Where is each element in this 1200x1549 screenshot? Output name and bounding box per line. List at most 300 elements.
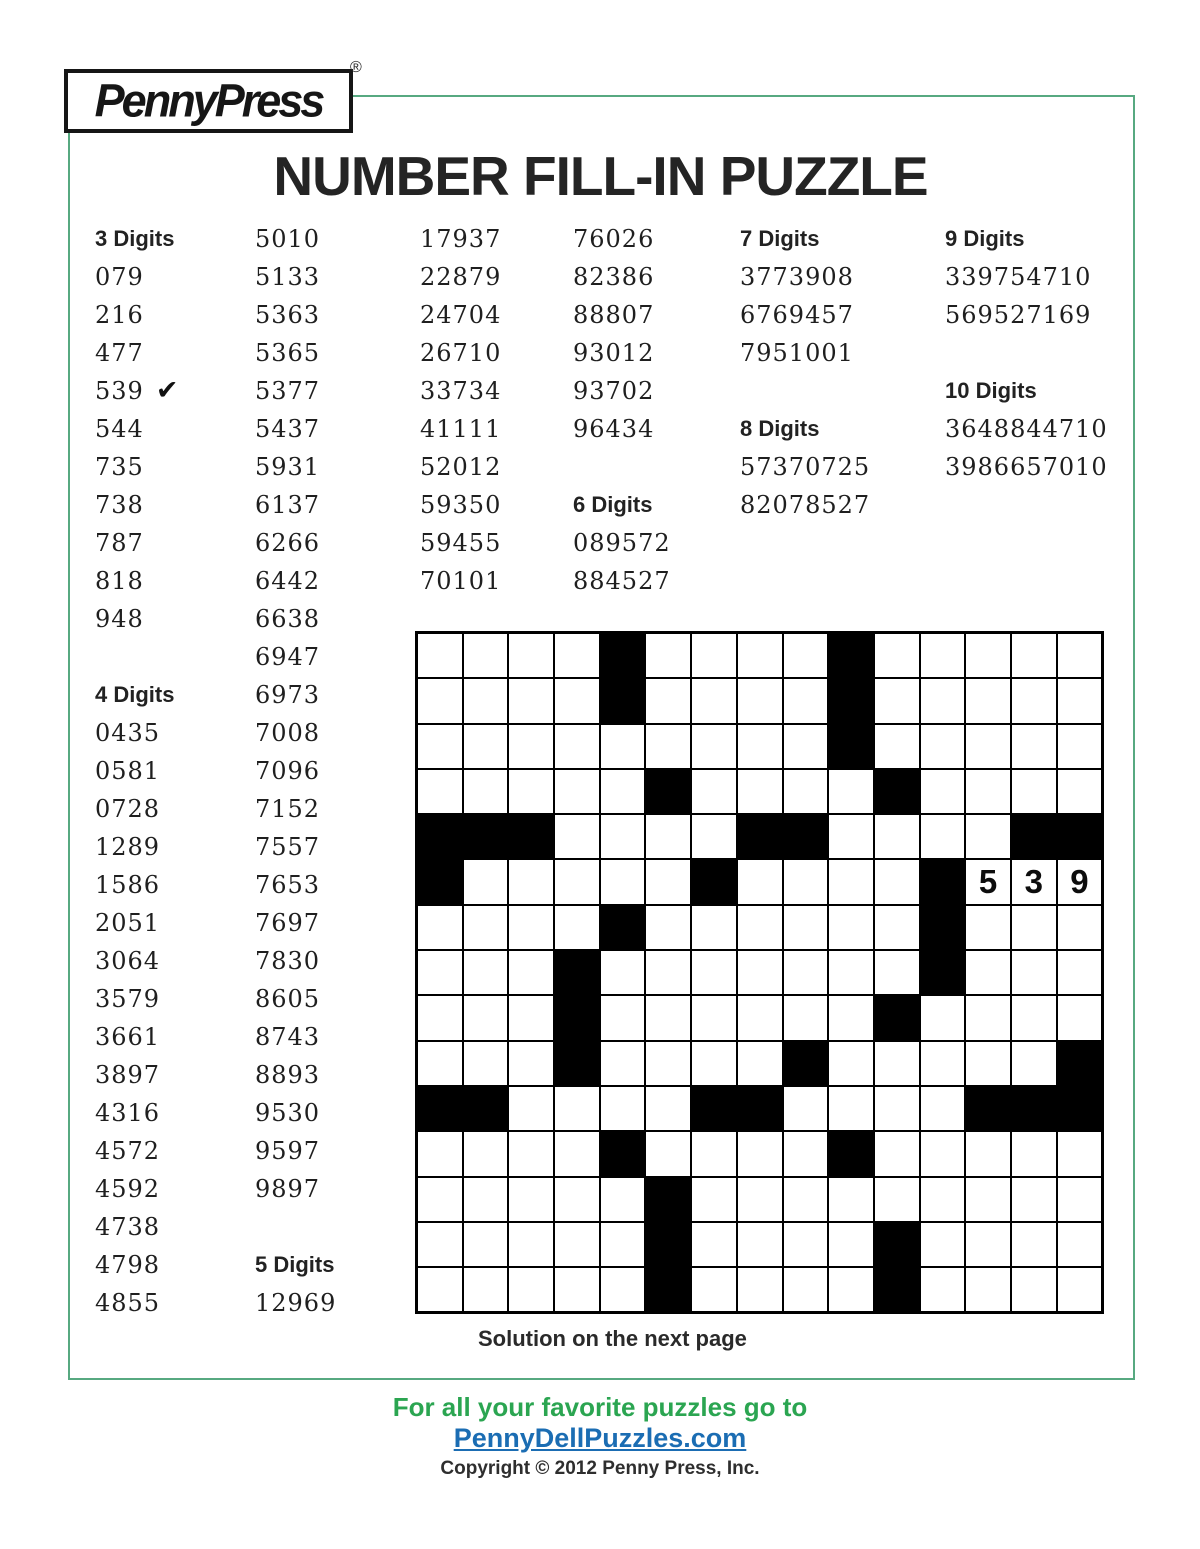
grid-cell: 3 bbox=[1011, 859, 1057, 904]
number-list-entry: 787 bbox=[95, 529, 144, 557]
grid-cell bbox=[920, 678, 966, 723]
grid-cell bbox=[1011, 995, 1057, 1040]
list-spacer bbox=[95, 638, 265, 676]
footer-copyright: Copyright © 2012 Penny Press, Inc. bbox=[440, 1458, 760, 1479]
grid-cell bbox=[417, 678, 463, 723]
grid-cell bbox=[1057, 814, 1103, 859]
number-list-entry: 4738 bbox=[95, 1213, 161, 1241]
number-list-entry: 33734 bbox=[420, 377, 502, 405]
grid-cell bbox=[828, 633, 874, 678]
number-list-entry: 9530 bbox=[255, 1099, 321, 1127]
footer-tagline: For all your favorite puzzles go to bbox=[392, 1392, 808, 1422]
grid-cell bbox=[600, 724, 646, 769]
footer-link-row bbox=[0, 1423, 1200, 1454]
grid-cell bbox=[508, 814, 554, 859]
grid-cell bbox=[965, 950, 1011, 995]
number-list-entry: 5365 bbox=[255, 339, 321, 367]
grid-cell bbox=[828, 995, 874, 1040]
number-list-entry: 3661 bbox=[95, 1023, 161, 1051]
grid-cell bbox=[783, 1041, 829, 1086]
digit-group-heading: 6 Digits bbox=[573, 492, 653, 517]
grid-cell bbox=[645, 995, 691, 1040]
grid-cell bbox=[874, 995, 920, 1040]
grid-cell bbox=[600, 814, 646, 859]
grid-cell bbox=[965, 814, 1011, 859]
grid-cell bbox=[737, 859, 783, 904]
grid-cell bbox=[508, 724, 554, 769]
digit-group-heading: 9 Digits bbox=[945, 226, 1025, 251]
grid-cell bbox=[554, 1177, 600, 1222]
grid-cell bbox=[737, 995, 783, 1040]
number-list-entry: 59350 bbox=[420, 491, 502, 519]
number-list-entry: 8893 bbox=[255, 1061, 321, 1089]
grid-cell bbox=[417, 769, 463, 814]
grid-cell bbox=[508, 859, 554, 904]
number-list-entry: 7096 bbox=[255, 757, 321, 785]
penny-press-logo-text: PennyPress bbox=[94, 73, 323, 127]
number-list-entry: 4572 bbox=[95, 1137, 161, 1165]
grid-cell bbox=[554, 905, 600, 950]
grid-cell: 9 bbox=[1057, 859, 1103, 904]
grid-cell bbox=[783, 1177, 829, 1222]
number-list-entry: 7008 bbox=[255, 719, 321, 747]
grid-cell bbox=[1057, 995, 1103, 1040]
grid-cell bbox=[463, 1222, 509, 1267]
grid-cell bbox=[554, 1086, 600, 1131]
grid-cell bbox=[600, 1177, 646, 1222]
grid-cell bbox=[920, 905, 966, 950]
number-list-entry: 3579 bbox=[95, 985, 161, 1013]
number-list-column-5 bbox=[740, 220, 910, 524]
number-list-entry: 0581 bbox=[95, 757, 161, 785]
digit-group-heading: 8 Digits bbox=[740, 416, 820, 441]
number-list-entry: 93012 bbox=[573, 339, 655, 367]
number-list-entry: 5931 bbox=[255, 453, 321, 481]
grid-cell bbox=[691, 1086, 737, 1131]
grid-cell bbox=[874, 1267, 920, 1312]
grid-cell bbox=[920, 1177, 966, 1222]
grid-cell bbox=[463, 633, 509, 678]
number-list-entry: 477 bbox=[95, 339, 144, 367]
grid-cell bbox=[600, 859, 646, 904]
grid-cell bbox=[508, 633, 554, 678]
grid-cell bbox=[645, 678, 691, 723]
number-list-entry: 818 bbox=[95, 567, 144, 595]
grid-cell bbox=[737, 1131, 783, 1176]
number-list-entry: 9897 bbox=[255, 1175, 321, 1203]
grid-cell bbox=[828, 950, 874, 995]
grid-cell bbox=[554, 678, 600, 723]
number-list-entry: 735 bbox=[95, 453, 144, 481]
list-spacer bbox=[740, 372, 910, 410]
grid-cell bbox=[691, 995, 737, 1040]
grid-cell bbox=[645, 859, 691, 904]
grid-cell bbox=[1057, 1131, 1103, 1176]
number-list-entry: 93702 bbox=[573, 377, 655, 405]
grid-cell bbox=[463, 724, 509, 769]
number-list-entry: 4855 bbox=[95, 1289, 161, 1317]
grid-cell bbox=[1057, 905, 1103, 950]
number-list-entry: 3773908 bbox=[740, 263, 854, 291]
grid-cell bbox=[920, 1222, 966, 1267]
grid-cell bbox=[417, 1086, 463, 1131]
grid-cell bbox=[554, 1131, 600, 1176]
grid-cell bbox=[737, 1177, 783, 1222]
grid-cell bbox=[828, 814, 874, 859]
grid-cell bbox=[417, 1267, 463, 1312]
grid-cell bbox=[508, 995, 554, 1040]
fill-in-puzzle-grid bbox=[415, 631, 1104, 1314]
grid-cell bbox=[828, 1086, 874, 1131]
grid-cell bbox=[783, 1267, 829, 1312]
grid-cell bbox=[828, 1177, 874, 1222]
grid-cell bbox=[463, 769, 509, 814]
grid-cell bbox=[554, 633, 600, 678]
number-list-entry: 7653 bbox=[255, 871, 321, 899]
penny-dell-puzzles-link[interactable]: PennyDellPuzzles.com bbox=[453, 1423, 747, 1453]
grid-cell bbox=[417, 1222, 463, 1267]
grid-cell bbox=[783, 859, 829, 904]
number-list-entry: 4316 bbox=[95, 1099, 161, 1127]
grid-cell bbox=[1057, 1086, 1103, 1131]
grid-cell bbox=[463, 995, 509, 1040]
grid-cell bbox=[783, 905, 829, 950]
grid-cell bbox=[965, 905, 1011, 950]
grid-cell bbox=[965, 769, 1011, 814]
number-list-entry: 6442 bbox=[255, 567, 321, 595]
grid-cell bbox=[874, 859, 920, 904]
grid-cell bbox=[691, 633, 737, 678]
solution-note: Solution on the next page bbox=[478, 1326, 747, 1351]
grid-cell bbox=[1057, 769, 1103, 814]
registered-trademark-icon: ® bbox=[350, 59, 362, 76]
grid-cell bbox=[874, 1086, 920, 1131]
grid-cell bbox=[463, 859, 509, 904]
number-list-entry: 8605 bbox=[255, 985, 321, 1013]
grid-cell bbox=[783, 995, 829, 1040]
number-list-entry: 569527169 bbox=[945, 301, 1092, 329]
digit-group-heading: 10 Digits bbox=[945, 378, 1037, 403]
number-list-entry: 5133 bbox=[255, 263, 321, 291]
number-list-entry: 57370725 bbox=[740, 453, 871, 481]
grid-cell bbox=[554, 1267, 600, 1312]
grid-cell bbox=[737, 769, 783, 814]
grid-cell bbox=[417, 1177, 463, 1222]
grid-cell bbox=[417, 1041, 463, 1086]
grid-cell bbox=[691, 724, 737, 769]
grid-cell: 5 bbox=[965, 859, 1011, 904]
grid-cell bbox=[417, 995, 463, 1040]
grid-cell bbox=[1011, 1267, 1057, 1312]
grid-cell bbox=[417, 859, 463, 904]
grid-cell bbox=[828, 724, 874, 769]
grid-cell bbox=[874, 1041, 920, 1086]
grid-cell bbox=[1011, 1222, 1057, 1267]
number-list-entry: 3986657010 bbox=[945, 453, 1108, 481]
number-list-entry: 7697 bbox=[255, 909, 321, 937]
grid-cell bbox=[691, 1131, 737, 1176]
number-list-entry: 76026 bbox=[573, 225, 655, 253]
grid-cell bbox=[645, 1086, 691, 1131]
number-list-column-6 bbox=[945, 220, 1115, 486]
digit-group-heading: 4 Digits bbox=[95, 682, 175, 707]
number-list-entry: 96434 bbox=[573, 415, 655, 443]
grid-cell bbox=[783, 814, 829, 859]
grid-cell bbox=[920, 633, 966, 678]
grid-cell bbox=[463, 814, 509, 859]
grid-cell bbox=[463, 950, 509, 995]
number-list-entry: 6947 bbox=[255, 643, 321, 671]
number-list-entry: 24704 bbox=[420, 301, 502, 329]
number-list-entry: 9597 bbox=[255, 1137, 321, 1165]
grid-cell bbox=[920, 724, 966, 769]
number-list-column-4 bbox=[573, 220, 743, 600]
grid-cell bbox=[874, 1131, 920, 1176]
grid-cell bbox=[1011, 1041, 1057, 1086]
number-list-entry: 6769457 bbox=[740, 301, 854, 329]
grid-cell bbox=[920, 1267, 966, 1312]
number-list-entry: 22879 bbox=[420, 263, 502, 291]
grid-cell bbox=[554, 814, 600, 859]
digit-group-heading: 3 Digits bbox=[95, 226, 175, 251]
grid-cell bbox=[508, 1086, 554, 1131]
grid-cell bbox=[783, 950, 829, 995]
number-list-entry: 0435 bbox=[95, 719, 161, 747]
number-list-entry: 544 bbox=[95, 415, 144, 443]
grid-cell bbox=[554, 859, 600, 904]
grid-cell bbox=[463, 905, 509, 950]
number-list-entry: 216 bbox=[95, 301, 144, 329]
grid-cell bbox=[783, 1222, 829, 1267]
grid-cell bbox=[600, 1267, 646, 1312]
number-list-entry: 5363 bbox=[255, 301, 321, 329]
grid-cell bbox=[600, 1131, 646, 1176]
grid-cell bbox=[417, 950, 463, 995]
number-list-entry: 884527 bbox=[573, 567, 671, 595]
grid-cell bbox=[828, 769, 874, 814]
page-title: NUMBER FILL-IN PUZZLE bbox=[273, 145, 928, 207]
digit-group-heading: 5 Digits bbox=[255, 1252, 335, 1277]
grid-cell bbox=[463, 1086, 509, 1131]
grid-cell bbox=[600, 905, 646, 950]
number-list-entry: 5377 bbox=[255, 377, 321, 405]
number-list-entry: 70101 bbox=[420, 567, 502, 595]
grid-cell bbox=[691, 1177, 737, 1222]
grid-cell bbox=[645, 905, 691, 950]
grid-cell bbox=[920, 1086, 966, 1131]
grid-cell bbox=[463, 678, 509, 723]
number-list-column-1 bbox=[95, 220, 265, 1322]
grid-cell bbox=[828, 678, 874, 723]
grid-cell bbox=[1011, 905, 1057, 950]
grid-cell bbox=[737, 1267, 783, 1312]
grid-cell bbox=[783, 678, 829, 723]
grid-cell bbox=[965, 1267, 1011, 1312]
number-list-entry: 6973 bbox=[255, 681, 321, 709]
grid-cell bbox=[508, 1131, 554, 1176]
grid-cell bbox=[920, 814, 966, 859]
grid-cell bbox=[737, 724, 783, 769]
grid-cell bbox=[508, 1177, 554, 1222]
grid-cell bbox=[874, 950, 920, 995]
number-list-entry: 59455 bbox=[420, 529, 502, 557]
grid-cell bbox=[554, 950, 600, 995]
grid-cell bbox=[737, 678, 783, 723]
grid-cell bbox=[874, 769, 920, 814]
grid-cell bbox=[1057, 1267, 1103, 1312]
grid-cell bbox=[691, 769, 737, 814]
number-list-entry: 7830 bbox=[255, 947, 321, 975]
grid-cell bbox=[508, 769, 554, 814]
grid-cell bbox=[508, 1267, 554, 1312]
grid-cell bbox=[920, 950, 966, 995]
grid-cell bbox=[417, 905, 463, 950]
number-list-entry: 4592 bbox=[95, 1175, 161, 1203]
grid-cell bbox=[417, 1131, 463, 1176]
number-list-entry: 0728 bbox=[95, 795, 161, 823]
grid-cell bbox=[828, 1267, 874, 1312]
grid-cell bbox=[691, 814, 737, 859]
number-list-entry: 5010 bbox=[255, 225, 321, 253]
grid-cell bbox=[965, 1041, 1011, 1086]
grid-cell bbox=[1011, 678, 1057, 723]
number-list-column-2 bbox=[255, 220, 425, 1322]
grid-cell bbox=[920, 859, 966, 904]
grid-cell bbox=[554, 724, 600, 769]
grid-cell bbox=[737, 814, 783, 859]
grid-cell bbox=[600, 1041, 646, 1086]
grid-cell bbox=[920, 1131, 966, 1176]
grid-cell bbox=[645, 1131, 691, 1176]
grid-cell bbox=[1057, 633, 1103, 678]
grid-cell bbox=[417, 814, 463, 859]
number-list-entry: 7951001 bbox=[740, 339, 854, 367]
grid-cell bbox=[508, 678, 554, 723]
grid-cell bbox=[874, 814, 920, 859]
grid-cell bbox=[1057, 1041, 1103, 1086]
grid-cell bbox=[783, 1131, 829, 1176]
grid-cell bbox=[1057, 678, 1103, 723]
grid-cell bbox=[508, 905, 554, 950]
grid-cell bbox=[463, 1267, 509, 1312]
grid-cell bbox=[828, 1222, 874, 1267]
number-list-entry: 12969 bbox=[255, 1289, 337, 1317]
grid-cell bbox=[554, 769, 600, 814]
grid-cell bbox=[737, 905, 783, 950]
grid-cell bbox=[920, 769, 966, 814]
number-list-entry: 738 bbox=[95, 491, 144, 519]
grid-cell bbox=[691, 905, 737, 950]
grid-cell bbox=[965, 1131, 1011, 1176]
grid-cell bbox=[1011, 1177, 1057, 1222]
grid-cell bbox=[600, 1086, 646, 1131]
grid-cell bbox=[828, 905, 874, 950]
grid-cell bbox=[554, 1222, 600, 1267]
grid-cell bbox=[645, 1177, 691, 1222]
grid-cell bbox=[828, 1041, 874, 1086]
number-list-entry: 1586 bbox=[95, 871, 161, 899]
number-list-entry: 3897 bbox=[95, 1061, 161, 1089]
grid-cell bbox=[600, 769, 646, 814]
number-list-entry: 539 ✔ bbox=[95, 375, 179, 406]
number-list-entry: 82386 bbox=[573, 263, 655, 291]
digit-group-heading: 7 Digits bbox=[740, 226, 820, 251]
grid-cell bbox=[783, 633, 829, 678]
number-list-entry: 82078527 bbox=[740, 491, 871, 519]
grid-cell bbox=[691, 859, 737, 904]
number-list-entry: 7152 bbox=[255, 795, 321, 823]
grid-cell bbox=[691, 950, 737, 995]
grid-cell bbox=[1057, 1177, 1103, 1222]
checkmark-icon: ✔ bbox=[155, 375, 179, 406]
grid-cell bbox=[1011, 769, 1057, 814]
number-list-entry: 26710 bbox=[420, 339, 502, 367]
grid-cell bbox=[645, 633, 691, 678]
grid-cell bbox=[828, 1131, 874, 1176]
grid-cell bbox=[645, 814, 691, 859]
grid-cell bbox=[645, 1267, 691, 1312]
grid-cell bbox=[828, 859, 874, 904]
number-list-entry: 5437 bbox=[255, 415, 321, 443]
grid-cell bbox=[1057, 1222, 1103, 1267]
number-list-entry: 339754710 bbox=[945, 263, 1092, 291]
number-list-entry: 41111 bbox=[420, 415, 502, 443]
grid-cell bbox=[645, 724, 691, 769]
grid-cell bbox=[1011, 633, 1057, 678]
grid-cell bbox=[600, 950, 646, 995]
grid-cell bbox=[783, 724, 829, 769]
grid-cell bbox=[783, 1086, 829, 1131]
number-list-entry: 4798 bbox=[95, 1251, 161, 1279]
grid-cell bbox=[600, 678, 646, 723]
grid-cell bbox=[600, 995, 646, 1040]
number-list-entry: 1289 bbox=[95, 833, 161, 861]
grid-cell bbox=[965, 1222, 1011, 1267]
grid-cell bbox=[645, 1222, 691, 1267]
list-spacer bbox=[945, 334, 1115, 372]
grid-cell bbox=[874, 1222, 920, 1267]
grid-cell bbox=[737, 1041, 783, 1086]
grid-cell bbox=[554, 995, 600, 1040]
grid-cell bbox=[1057, 724, 1103, 769]
grid-cell bbox=[691, 1041, 737, 1086]
grid-cell bbox=[417, 633, 463, 678]
grid-cell bbox=[691, 1222, 737, 1267]
grid-cell bbox=[737, 1086, 783, 1131]
grid-cell bbox=[463, 1041, 509, 1086]
grid-cell bbox=[691, 1267, 737, 1312]
grid-cell bbox=[965, 1086, 1011, 1131]
grid-cell bbox=[874, 905, 920, 950]
number-list-entry: 88807 bbox=[573, 301, 655, 329]
grid-cell bbox=[783, 769, 829, 814]
grid-cell bbox=[874, 633, 920, 678]
number-list-entry: 17937 bbox=[420, 225, 502, 253]
number-list-entry: 7557 bbox=[255, 833, 321, 861]
grid-cell bbox=[463, 1131, 509, 1176]
number-list-entry: 6266 bbox=[255, 529, 321, 557]
grid-cell bbox=[874, 1177, 920, 1222]
list-spacer bbox=[255, 1208, 425, 1246]
grid-cell bbox=[965, 678, 1011, 723]
grid-cell bbox=[874, 678, 920, 723]
grid-cell bbox=[1011, 1086, 1057, 1131]
grid-cell bbox=[737, 633, 783, 678]
list-spacer bbox=[573, 448, 743, 486]
penny-press-logo bbox=[64, 69, 353, 133]
grid-cell bbox=[965, 1177, 1011, 1222]
number-list-entry: 089572 bbox=[573, 529, 671, 557]
